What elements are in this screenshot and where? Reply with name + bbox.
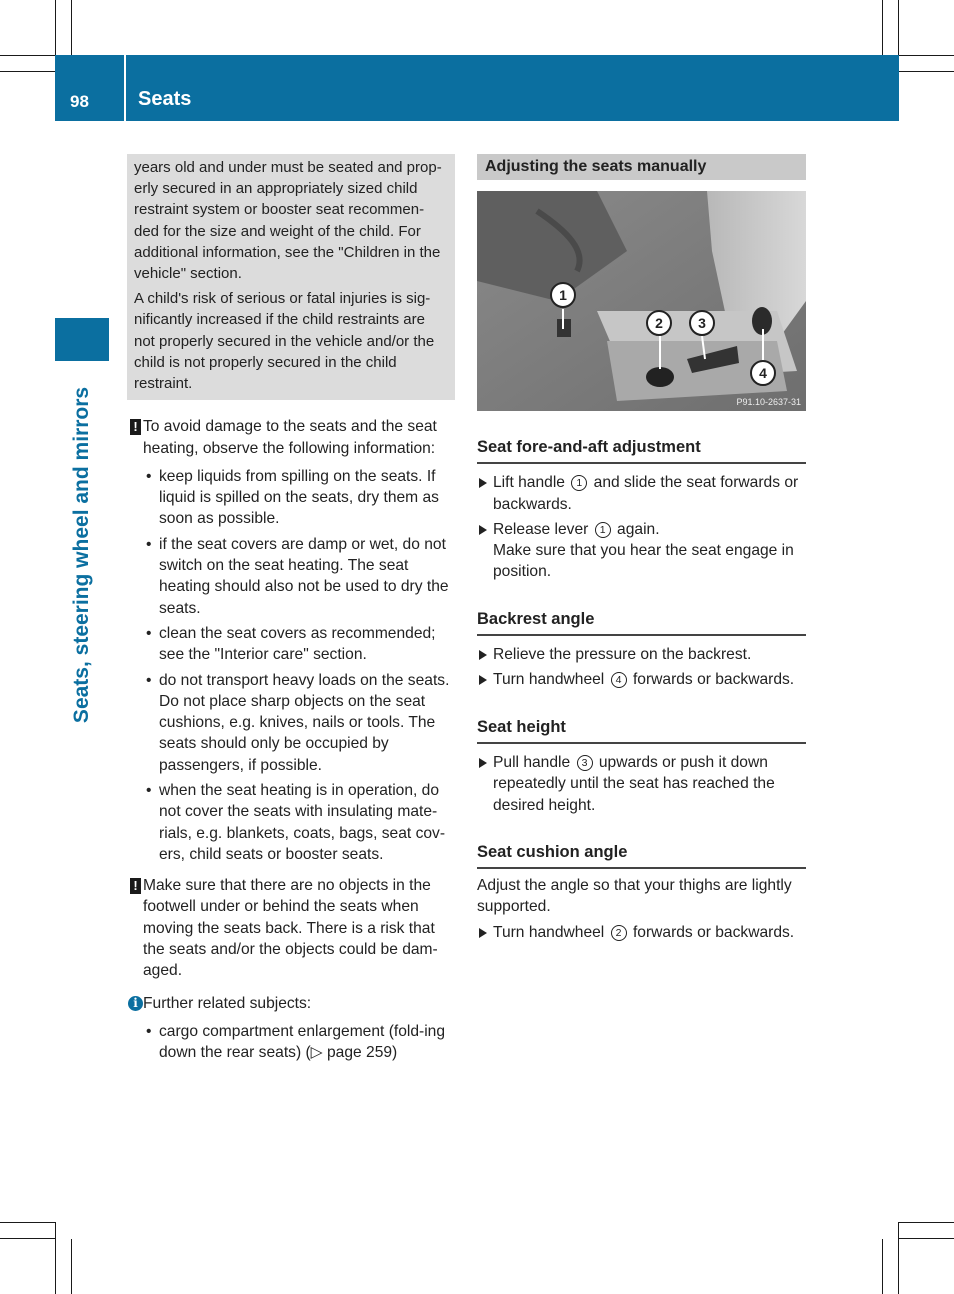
- callout-ref: 4: [611, 672, 627, 688]
- right-column: [477, 154, 806, 943]
- child-risk-text: A child's risk of serious or fatal injuries is sig-nificantly increased if the child restraints are not properly secured in the vehicle and/or the child is not properly secured in the child restraint.: [134, 290, 435, 393]
- svg-text:4: 4: [759, 365, 767, 381]
- child-safety-text: years old and under must be seated and prop-erly secured in an appropriately sized child restraint system or booster seat recommen-ded for the size and weight of the child. For additional information, see the "Children in the vehicle" section.: [134, 159, 442, 283]
- info-text: Further related subjects:: [143, 994, 312, 1012]
- exclamation-icon: !: [130, 878, 141, 894]
- warning-bullet-list: [127, 466, 455, 865]
- cushion-angle-step-1: [477, 922, 806, 943]
- info-icon: i: [128, 996, 143, 1011]
- side-chapter-label: Seats, steering wheel and mirrors: [70, 386, 93, 724]
- step-text: again.: [617, 520, 660, 538]
- step-text: Lift handle: [493, 474, 565, 492]
- figure-code: P91.10-2637-31: [736, 397, 801, 407]
- callout-4: [751, 361, 775, 385]
- crop-mark: [898, 1222, 899, 1294]
- callout-ref: 3: [577, 755, 593, 771]
- callout-ref: 1: [571, 475, 587, 491]
- crop-mark: [0, 55, 55, 56]
- list-item: • keep liquids from spilling on the seats. If liquid is spilled on the seats, dry them as soon as possible.: [127, 466, 455, 530]
- info-note: [127, 993, 455, 1014]
- section-heading: Adjusting the seats manually: [477, 154, 806, 180]
- seat-adjustment-illustration: [477, 191, 806, 411]
- list-item: • clean the seat covers as recommended; see the "Interior care" section.: [127, 623, 455, 666]
- crop-mark: [55, 0, 56, 55]
- list-item: • do not transport heavy loads on the seats. Do not place sharp objects on the seat cushions, e.g. knives, nails or tools. The seats should only be occupied by passengers, if possible.: [127, 670, 455, 776]
- callout-2: [647, 311, 671, 335]
- cushion-angle-text: Adjust the angle so that your thighs are lightly supported.: [477, 877, 792, 916]
- fore-aft-step-1: [477, 472, 806, 515]
- backrest-step-1: Relieve the pressure on the backrest.: [477, 644, 806, 665]
- crop-mark: [899, 1222, 954, 1223]
- step-text: forwards or backwards.: [632, 671, 795, 689]
- page-title: Seats: [138, 88, 192, 110]
- related-link[interactable]: • cargo compartment enlargement (fold-ing down the rear seats) (▷ page 259): [127, 1021, 455, 1064]
- seat-height-step-1: [477, 752, 806, 816]
- footwell-warning: [127, 875, 455, 981]
- step-note: Make sure that you hear the seat engage in position.: [493, 542, 794, 581]
- crop-mark: [899, 55, 954, 56]
- related-subjects-list: [127, 1021, 455, 1064]
- backrest-heading: Backrest angle: [477, 609, 806, 636]
- warning-text: Make sure that there are no objects in the footwell under or behind the seats when moving the seats back. There is a risk that the seats and/or the objects could be dam-aged.: [143, 877, 438, 980]
- callout-ref: 1: [595, 522, 611, 538]
- svg-text:2: 2: [655, 315, 663, 331]
- crop-mark: [0, 1222, 55, 1223]
- svg-text:1: 1: [559, 287, 567, 303]
- svg-text:3: 3: [698, 315, 706, 331]
- crop-mark: [0, 1238, 55, 1239]
- crop-mark: [899, 1238, 954, 1239]
- crop-mark: [55, 1222, 56, 1294]
- crop-mark: [71, 0, 72, 55]
- step-text: Turn handwheel: [493, 671, 605, 689]
- list-item: • if the seat covers are damp or wet, do not switch on the seat heating. The seat heating should also not be used to dry the seats.: [127, 534, 455, 619]
- backrest-step-2: [477, 669, 806, 690]
- crop-mark: [899, 71, 954, 72]
- warning-text: To avoid damage to the seats and the seat heating, observe the following information:: [143, 418, 437, 457]
- step-text: Release lever: [493, 520, 589, 538]
- list-item: • when the seat heating is in operation, do not cover the seats with insulating mate-rials, e.g. blankets, coats, bags, seat cov-ers, child seats or booster seats.: [127, 780, 455, 865]
- crop-mark: [882, 1239, 883, 1294]
- crop-mark: [71, 1239, 72, 1294]
- seat-height-heading: Seat height: [477, 717, 806, 744]
- step-text: upwards or push it down repeatedly until the seat has reached the desired height.: [493, 753, 775, 814]
- step-text: forwards or backwards.: [632, 923, 795, 941]
- step-text: Pull handle: [493, 753, 571, 771]
- exclamation-icon: !: [130, 419, 141, 435]
- child-safety-box: [127, 154, 455, 400]
- fore-aft-heading: Seat fore-and-aft adjustment: [477, 437, 806, 464]
- step-text: and slide the seat forwards or backwards.: [493, 474, 799, 513]
- callout-1: [551, 283, 575, 307]
- callout-3: [690, 311, 714, 335]
- damage-warning: [127, 416, 455, 459]
- page-number: 98: [70, 92, 89, 111]
- crop-mark: [898, 0, 899, 55]
- cushion-angle-heading: Seat cushion angle: [477, 842, 806, 869]
- callout-ref: 2: [611, 925, 627, 941]
- fore-aft-step-2: [477, 519, 806, 583]
- crop-mark: [0, 71, 55, 72]
- step-text: Turn handwheel: [493, 923, 605, 941]
- left-column: [127, 154, 455, 1068]
- header-divider: [124, 55, 126, 121]
- crop-mark: [882, 0, 883, 55]
